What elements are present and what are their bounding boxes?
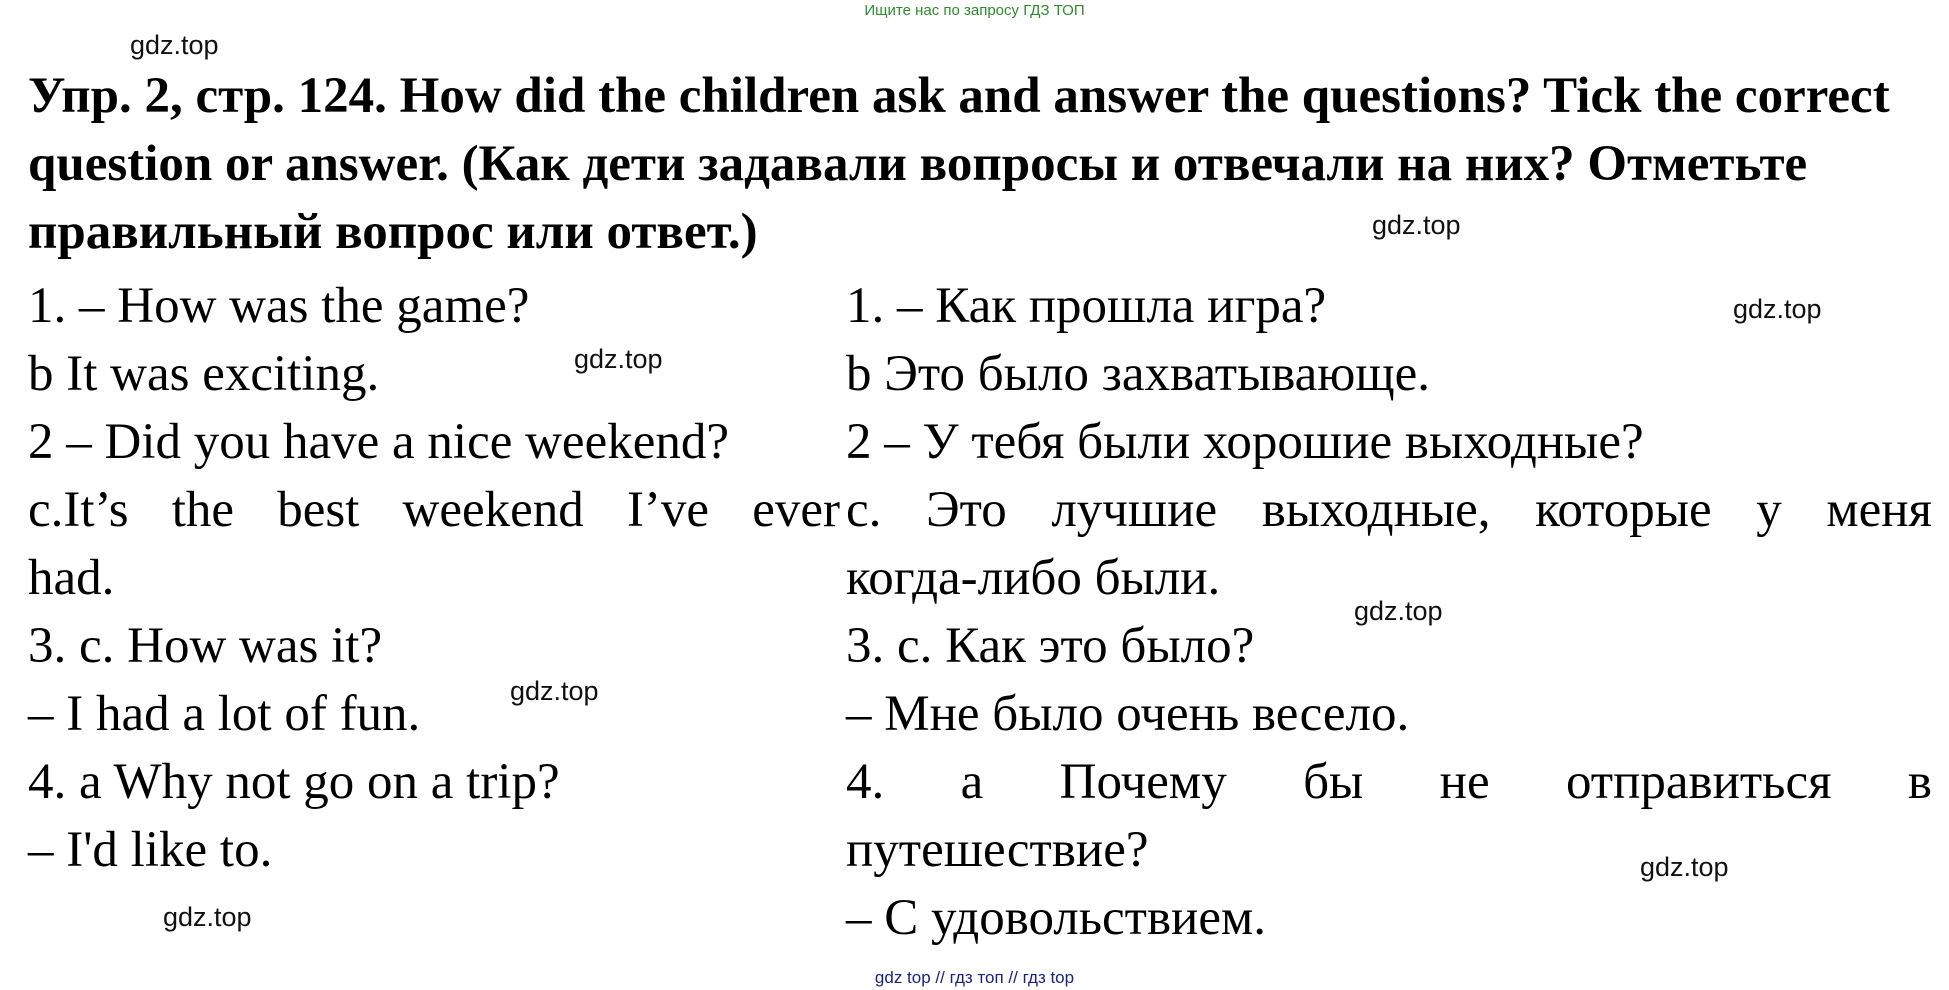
russian-line-6: 3. c. Как это было? — [846, 618, 1255, 674]
russian-line-10: – С удовольствием. — [846, 890, 1266, 946]
watermark: gdz.top — [1354, 596, 1443, 626]
watermark: gdz.top — [1640, 852, 1729, 882]
english-line-5: had. — [28, 550, 115, 606]
watermark: gdz.top — [1733, 294, 1822, 324]
english-line-3: 2 – Did you have a nice weekend? — [28, 414, 729, 470]
english-line-9: – I'd like to. — [28, 822, 273, 878]
english-line-7: – I had a lot of fun. — [28, 686, 421, 742]
footer-links: gdz top // гдз топ // гдз top — [874, 968, 1075, 987]
watermark: gdz.top — [1372, 210, 1461, 240]
english-line-1: 1. – How was the game? — [28, 278, 530, 334]
exercise-title: Упр. 2, стр. 124. How did the children ask and answer the questions? Tick the correct question or answer. (Как дети задавали вопросы и отвечали на них? Отметьте правильный вопрос или ответ.) — [28, 68, 1890, 260]
russian-line-7: – Мне было очень весело. — [846, 686, 1410, 742]
russian-line-8: 4. а Почему бы не отправиться в — [846, 754, 1932, 810]
russian-line-9: путешествие? — [846, 822, 1149, 878]
russian-line-2: b Это было захватывающе. — [846, 346, 1431, 402]
watermark: gdz.top — [510, 676, 599, 706]
russian-line-1: 1. – Как прошла игра? — [846, 278, 1327, 334]
russian-line-4: c. Это лучшие выходные, которые у меня — [846, 482, 1932, 538]
russian-line-5: когда-либо были. — [846, 550, 1221, 606]
english-line-8: 4. a Why not go on a trip? — [28, 754, 560, 810]
english-line-2: b It was exciting. — [28, 346, 380, 402]
watermark: gdz.top — [130, 30, 219, 60]
search-hint: Ищите нас по запросу ГДЗ ТОП — [864, 2, 1085, 19]
watermark: gdz.top — [163, 902, 252, 932]
english-line-6: 3. c. How was it? — [28, 618, 383, 674]
russian-line-3: 2 – У тебя были хорошие выходные? — [846, 414, 1644, 470]
watermark: gdz.top — [574, 344, 663, 374]
english-line-4: c.It’s the best weekend I’ve ever — [28, 482, 840, 538]
